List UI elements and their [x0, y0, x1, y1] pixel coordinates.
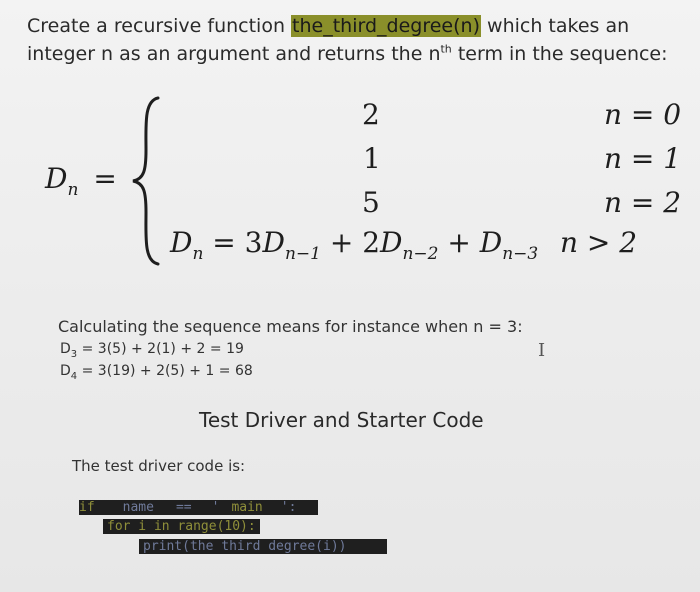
section-heading: Test Driver and Starter Code: [199, 408, 484, 432]
problem-statement: [27, 12, 668, 68]
calc-intro: Calculating the sequence means for instance when n = 3:: [58, 317, 523, 336]
left-brace: [128, 95, 162, 267]
case-condition-2: n = 2: [604, 186, 682, 219]
statement-line-2: integer n as an argument and returns the $n^{th}$ term in the sequence:: [27, 42, 668, 65]
calc-line-d4: $D_4 = 3(19) + 2(5) + 1 = 68$: [60, 363, 253, 382]
case-condition-1: n = 1: [604, 142, 682, 175]
text-cursor-icon: I: [538, 340, 546, 361]
case-value-0: 2: [362, 98, 380, 131]
recurrence-condition: n > 2: [560, 226, 638, 259]
case-condition-0: n = 0: [604, 98, 682, 131]
function-name-highlight: the_third_degree(n): [292, 15, 480, 37]
statement-line-1: Create a recursive function the_third_degree(n) which takes an: [27, 15, 630, 37]
recurrence-formula: $D_n = 3D_{n-1} + 2D_{n-2} + D_{n-3}$: [170, 226, 539, 264]
code-line-2: for i in range(10):: [103, 519, 260, 534]
code-line-1: if name == ' main ':: [79, 500, 318, 515]
case-value-1: 1: [363, 142, 381, 175]
calc-line-d3: $D_3 = 3(5) + 2(1) + 2 = 19$: [60, 341, 244, 360]
driver-text: The test driver code is:: [72, 457, 246, 475]
formula-lhs: $D_n$ =: [45, 162, 117, 200]
code-line-3: print(the third degree(i)): [139, 539, 387, 554]
case-value-2: 5: [362, 186, 380, 219]
